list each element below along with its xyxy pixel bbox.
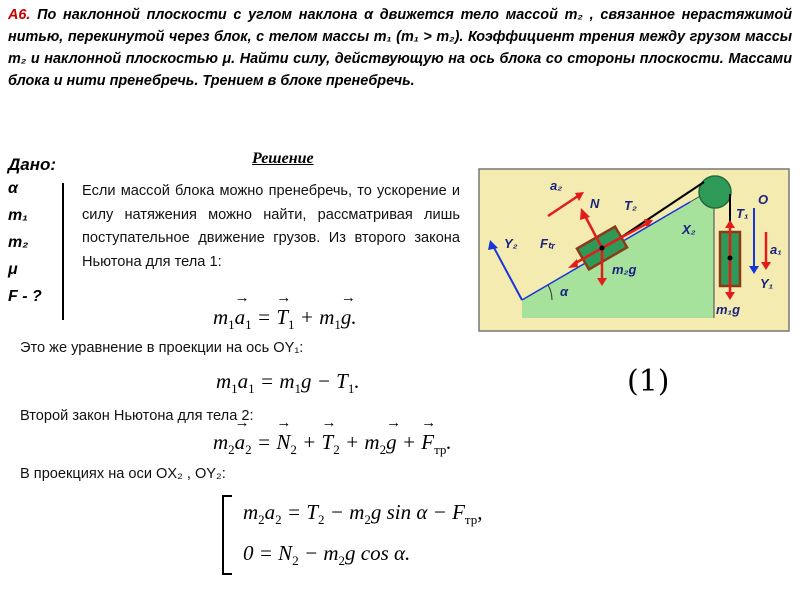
given-item-m1: m₁ bbox=[8, 207, 28, 224]
given-item-m2: m₂ bbox=[8, 234, 29, 251]
body-1-center bbox=[728, 256, 733, 261]
system-brace bbox=[222, 495, 232, 575]
label-m2g: m₂g bbox=[612, 262, 637, 277]
solution-paragraph-1: Если массой блока можно пренебречь, то ускорение и силу натяжения можно найти, рассматривая лишь поступательное движение грузов. Из второго закона Ньютона для тела 1: bbox=[82, 183, 460, 270]
problem-text: По наклонной плоскости с углом наклона α движется тело массой m₂ , связанное нерастяжимой нитью, перекинутой через блок, с телом массы m₁ (m₁ > m₂). Коэффициент трения между грузом массы m₂ и наклонной плоскостью μ. Найти силу, действующую на ось блока со стороны плоскости. Массами блока и нити пренебречь. Трением в блоке пренебречь. bbox=[8, 7, 793, 89]
label-n: N bbox=[590, 196, 600, 211]
given-item-alpha: α bbox=[8, 180, 18, 197]
given-title: Дано: bbox=[8, 155, 57, 174]
solution-paragraph-4: В проекциях на оси OX₂ , OY₂: bbox=[20, 466, 226, 482]
formula-projection-oy2: $0 = N_2 - m_2g$ cos α. bbox=[243, 541, 411, 569]
solution-paragraph-3: Второй закон Ньютона для тела 2: bbox=[20, 408, 254, 424]
problem-statement bbox=[8, 4, 792, 92]
label-alpha: α bbox=[560, 284, 569, 299]
label-a2: a₂ bbox=[550, 178, 563, 193]
given-block bbox=[8, 155, 68, 310]
formula-newton-body1-projection: $m_1a_1 = m_1g - T_1$. bbox=[216, 369, 360, 397]
body-2-center bbox=[600, 246, 605, 251]
formula-projection-ox2: $m_2a_2 = T_2 - m_2g$ $\sin \alpha - F_{тр}$, bbox=[243, 500, 483, 528]
equation-number: (1) bbox=[627, 364, 670, 399]
given-divider bbox=[62, 183, 64, 320]
solution-paragraph-2: Это же уравнение в проекции на ось OY₁: bbox=[20, 340, 304, 356]
label-t2: T₂ bbox=[624, 198, 637, 213]
problem-number: A6. bbox=[8, 7, 31, 23]
label-ftr: Fₜᵣ bbox=[540, 236, 556, 251]
label-x2: X₂ bbox=[682, 222, 696, 237]
label-a1: a₁ bbox=[770, 242, 782, 257]
label-t1: T₁ bbox=[736, 206, 749, 221]
label-o: O bbox=[758, 192, 769, 207]
label-m1g: m₁g bbox=[716, 302, 741, 317]
formula-newton-body2-vector: $m_2\to a_2$ = → $N_2$ + → $T_2 + m_2\to g$ + → $F_{тр}$. bbox=[213, 430, 452, 458]
label-y1: Y₁ bbox=[760, 276, 774, 291]
label-y2: Y₂ bbox=[504, 236, 518, 251]
pulley bbox=[699, 176, 731, 208]
solution-title: Решение bbox=[252, 150, 314, 167]
given-item-find: F - ? bbox=[8, 288, 42, 305]
formula-newton-body1-vector: $m_1\to a_1$ = → $T_1 + m_1\to g$. bbox=[213, 305, 357, 333]
incline-diagram bbox=[478, 168, 790, 332]
given-item-mu: μ bbox=[8, 261, 18, 278]
